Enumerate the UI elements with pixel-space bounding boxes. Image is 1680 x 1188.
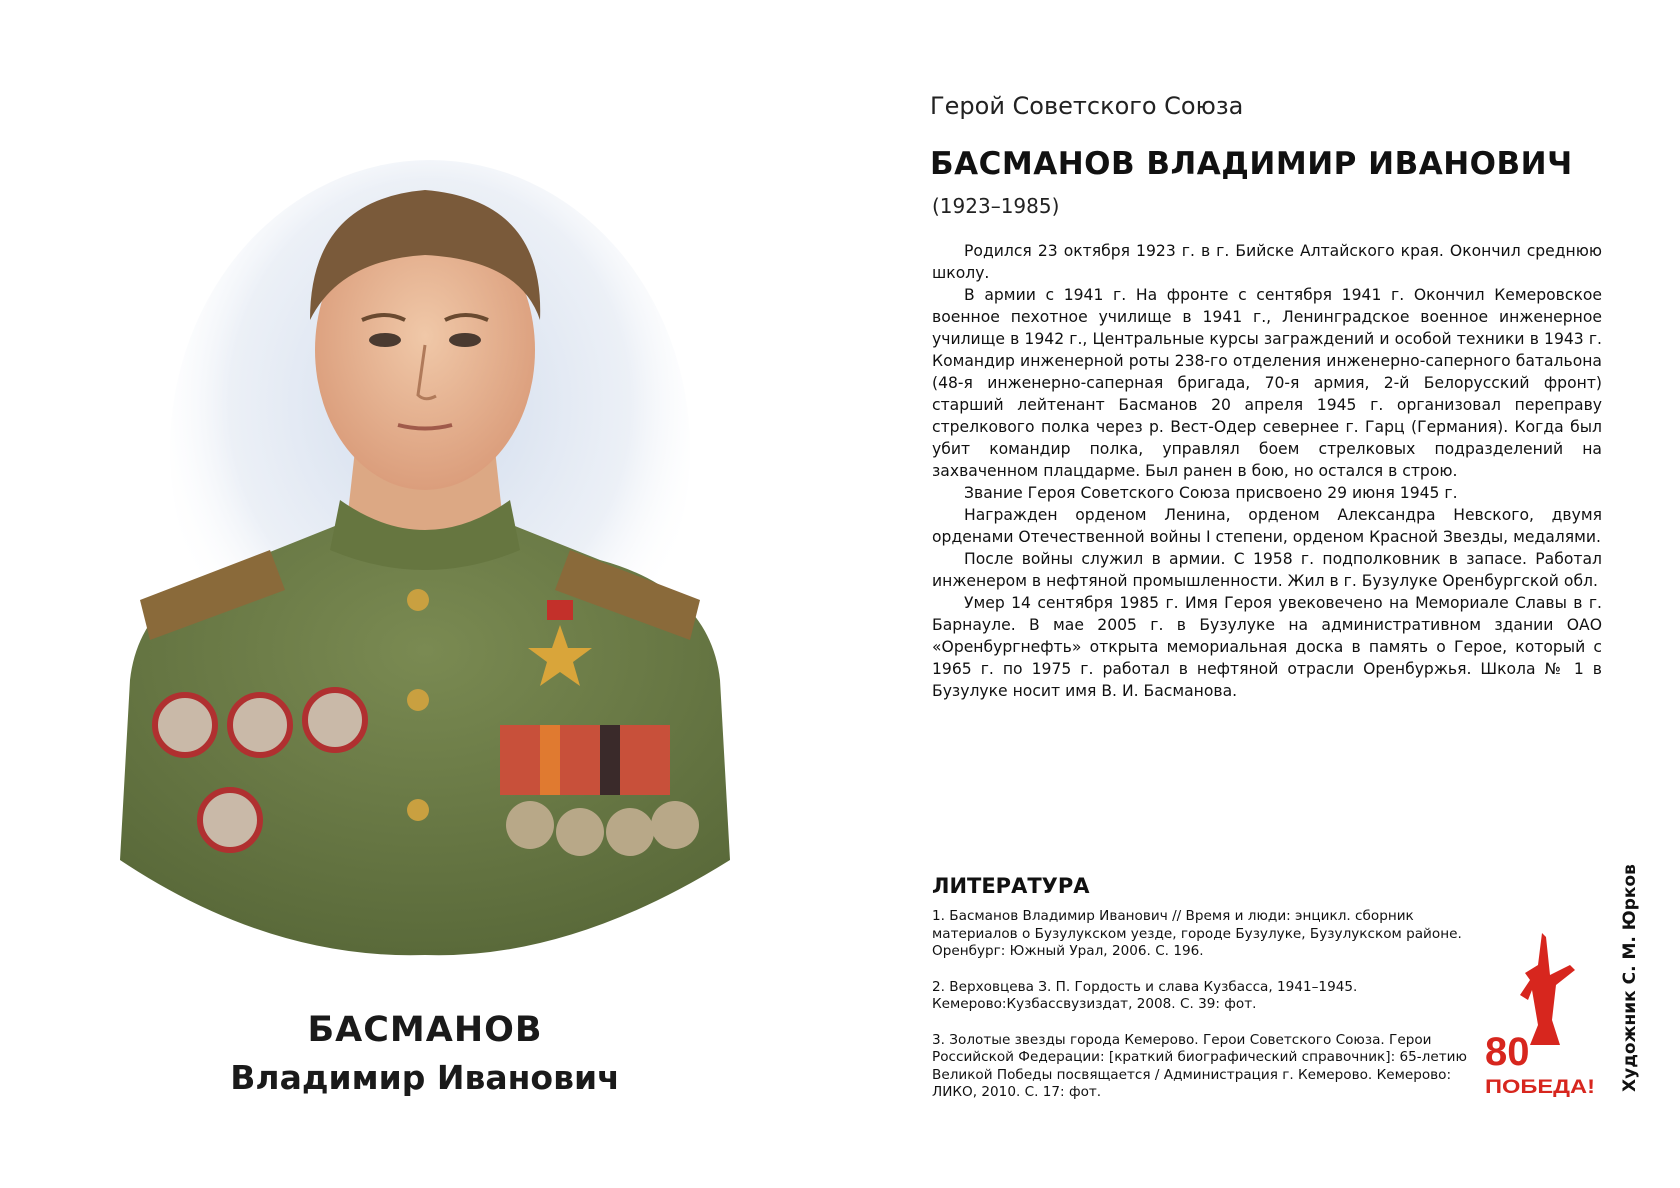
medal	[506, 801, 554, 849]
bio-paragraph: Умер 14 сентября 1985 г. Имя Героя увековечено на Мемориале Славы в г. Барнауле. В мае 2005 г. в Бузулуке на административном здании ОАО «Оренбургнефть» открыта мемориальная доска в память о Герое, который с 1965 г. по 1975 г. работал в нефтяной отрасли Оренбуржья. Школа № 1 в Бузулуке носит имя В. И. Басманова.	[932, 594, 1602, 700]
order-2	[230, 695, 290, 755]
eye-right	[449, 333, 481, 347]
button	[407, 799, 429, 821]
literature-item: 2. Верховцева З. П. Гордость и слава Кузбасса, 1941–1945. Кемерово:Кузбассвузиздат, 2008. С. 39: фот.	[932, 978, 1358, 1012]
life-years: (1923–1985)	[932, 194, 1060, 218]
bio-paragraph: Звание Героя Советского Союза присвоено 29 июня 1945 г.	[964, 484, 1458, 502]
medal	[556, 808, 604, 856]
motherland-statue-icon	[1520, 933, 1575, 1045]
caption-given-names: Владимир Иванович	[230, 1058, 620, 1097]
button	[407, 589, 429, 611]
bio-paragraph: Родился 23 октября 1923 г. в г. Бийске Алтайского края. Окончил среднюю школу.	[932, 242, 1602, 282]
button	[407, 689, 429, 711]
medal	[651, 801, 699, 849]
star-ribbon	[547, 600, 573, 620]
caption-surname: БАСМАНОВ	[307, 1010, 543, 1050]
order-1	[155, 695, 215, 755]
order-3	[305, 690, 365, 750]
logo-number: 80	[1485, 1030, 1530, 1074]
bio-paragraph: В армии с 1941 г. На фронте с сентября 1941 г. Окончил Кемеровское военное пехотное училище в 1941 г., Ленинградское военное инженерное училище в 1942 г., Центральные курсы заграждений и особой техники в 1943 г. Командир инженерной роты 238-го отделения инженерно-саперного батальона (48-я инженерно-саперная бригада, 70-я армия, 2-й Белорусский фронт) старший лейтенант Басманов 20 апреля 1945 г. организовал переправу стрелкового полка через р. Вест-Одер севернее г. Гарц (Германия). Когда был убит командир полка, управлял боем стрелковых подразделений на захваченном плацдарме. Был ранен в бою, но остался в строю.	[932, 286, 1602, 480]
victory-80-logo	[1480, 925, 1600, 1100]
medal-ribbons	[500, 725, 670, 795]
eye-left	[369, 333, 401, 347]
literature-item: 1. Басманов Владимир Иванович // Время и люди: энцикл. сборник материалов о Бузулукском уезде, городе Бузулуке, Бузулукском районе. Оренбург: Южный Урал, 2006. С. 196.	[932, 908, 1462, 959]
page-kicker: Герой Советского Союза	[930, 92, 1244, 120]
order-red-star	[200, 790, 260, 850]
page-title: БАСМАНОВ ВЛАДИМИР ИВАНОВИЧ	[930, 146, 1573, 182]
biography	[932, 240, 1602, 702]
literature-heading: ЛИТЕРАТУРА	[932, 874, 1090, 898]
logo-word: ПОБЕДА!	[1485, 1077, 1595, 1098]
artist-credit: Художник С. М. Юрков	[1620, 864, 1640, 1092]
bio-paragraph: После войны служил в армии. С 1958 г. подполковник в запасе. Работал инженером в нефтяной промышленности. Жил в г. Бузулуке Оренбургской обл.	[932, 550, 1602, 590]
bio-paragraph: Награжден орденом Ленина, орденом Александра Невского, двумя орденами Отечественной войны I степени, орденом Красной Звезды, медалями.	[932, 506, 1602, 546]
literature-list	[932, 908, 1492, 1120]
medal	[606, 808, 654, 856]
portrait-illustration	[100, 120, 750, 970]
literature-item: 3. Золотые звезды города Кемерово. Герои Советского Союза. Герои Российской Федерации: [краткий биографический справочник]: 65-летию Великой Победы посвящается / Администрация г. Кемерово. Кемерово: ЛИКО, 2010. С. 17: фот.	[932, 1031, 1467, 1100]
